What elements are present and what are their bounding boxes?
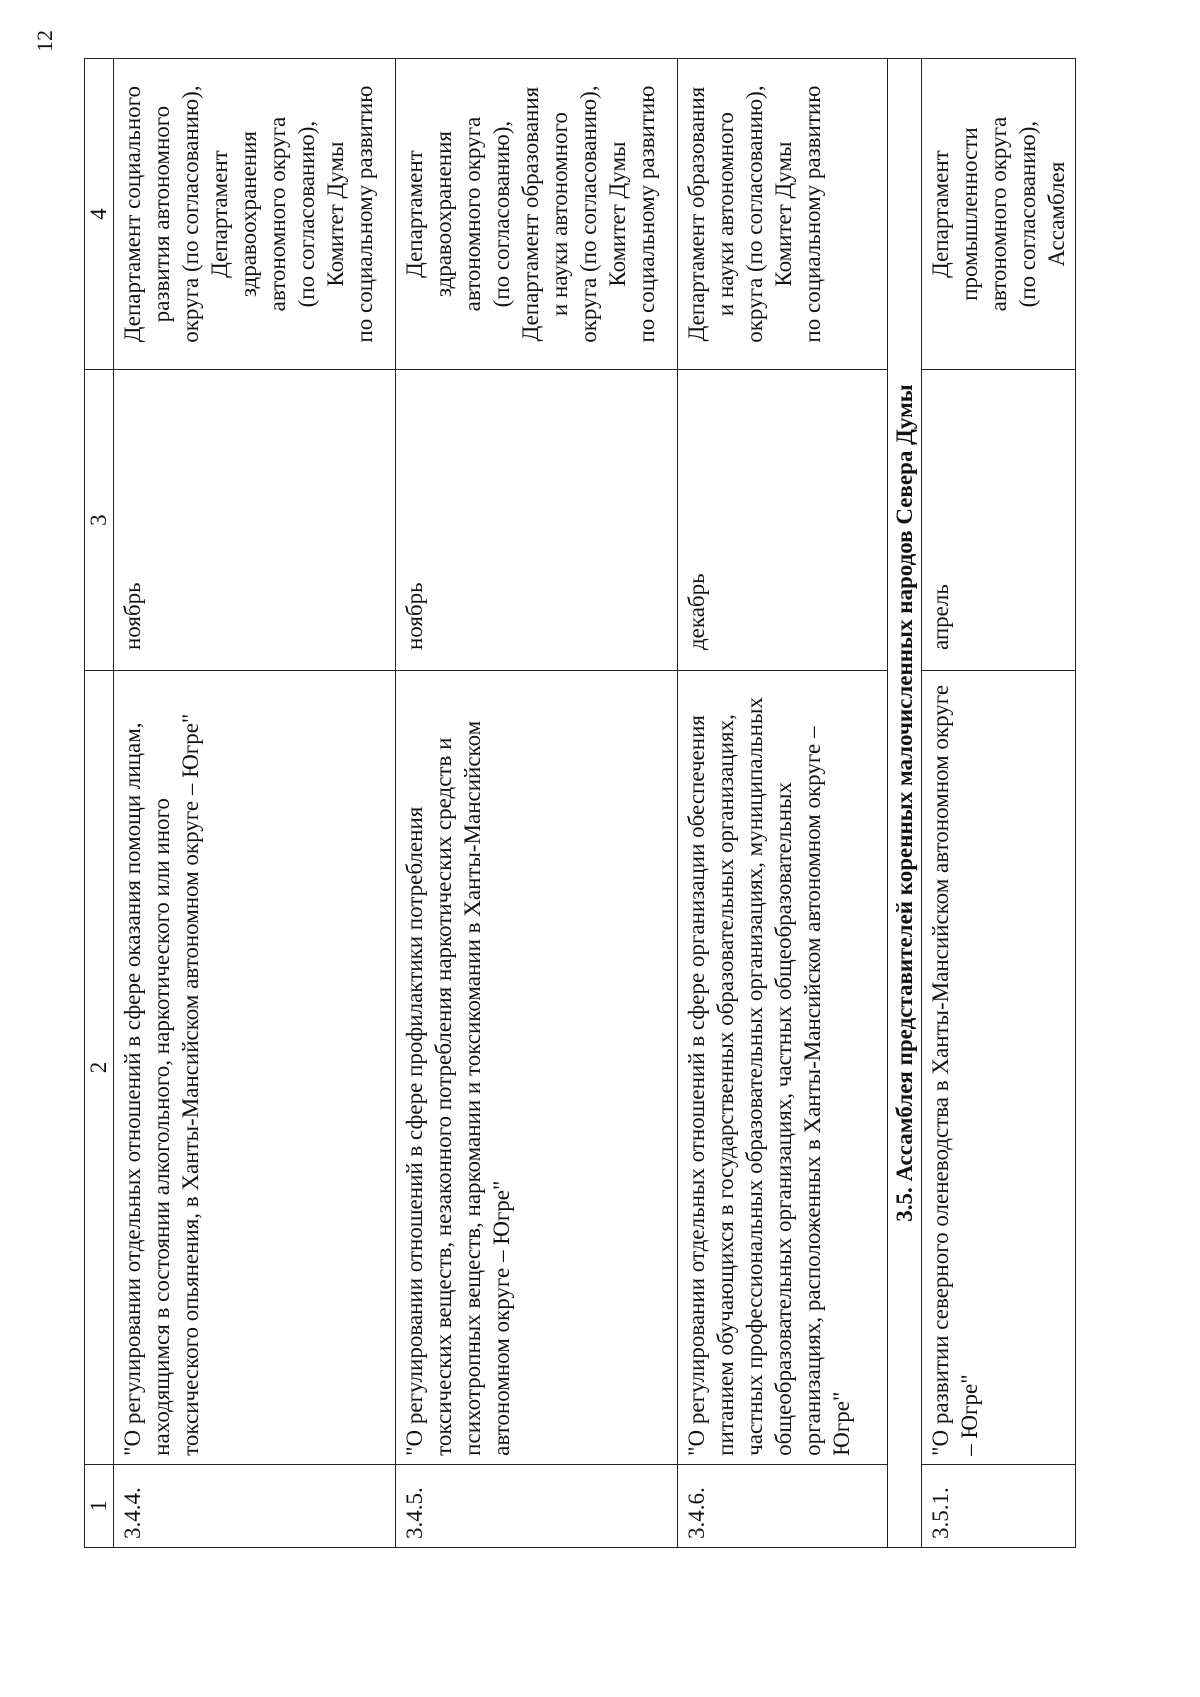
- executor-line: и науки автономного: [547, 112, 572, 317]
- executor-line: промышленности: [957, 127, 982, 301]
- executor-line: Департамент: [928, 150, 953, 278]
- plan-table: [84, 58, 1076, 1548]
- executor-line: и науки автономного: [713, 112, 738, 317]
- executor-line: Департамент: [207, 150, 232, 278]
- row-title: "О развитии северного оленеводства в Ханты-Мансийском автономном округе – Югре": [922, 671, 1076, 1465]
- header-col-2: 2: [85, 671, 114, 1465]
- row-title: "О регулировании отношений в сфере профилактики потребления токсических веществ, незаконного потребления наркотических средств и психотропных веществ, наркомании и токсикомании в Ханты-Мансийском автономном округе – Югре": [396, 671, 678, 1465]
- executor-line: Департамент образования: [518, 86, 543, 342]
- row-number: 3.4.4.: [114, 1464, 396, 1547]
- page-number: 12: [32, 30, 57, 52]
- executor-line: развития автономного: [149, 105, 174, 323]
- executor-line: по социальному развитию: [800, 85, 825, 343]
- executor-line: (по согласованию),: [489, 120, 514, 308]
- row-number: 3.4.5.: [396, 1464, 678, 1547]
- row-executors: [922, 59, 1076, 370]
- row-number: 3.4.6.: [678, 1464, 888, 1547]
- executor-line: округа (по согласованию),: [178, 85, 203, 343]
- document-page: [30, 30, 1150, 1630]
- executor-line: здравоохранения: [431, 131, 456, 298]
- executor-line: (по согласованию),: [294, 120, 319, 308]
- row-title: "О регулировании отдельных отношений в сфере оказания помощи лицам, находящимся в состоянии алкогольного, наркотического или иного токсического опьянения, в Ханты-Мансийском автономном округе – Югре": [114, 671, 396, 1465]
- section-header-row: [888, 59, 922, 1548]
- executor-line: Комитет Думы: [605, 141, 630, 287]
- executor-line: Комитет Думы: [323, 141, 348, 287]
- row-number: 3.5.1.: [922, 1464, 1076, 1547]
- executor-line: автономного округа: [265, 116, 290, 312]
- executor-line: здравоохранения: [236, 131, 261, 298]
- executor-line: округа (по согласованию),: [742, 85, 767, 343]
- executor-line: Комитет Думы: [771, 141, 796, 287]
- row-term: декабрь: [678, 370, 888, 671]
- executor-line: (по согласованию),: [1015, 120, 1040, 308]
- executor-line: Ассамблея: [1044, 161, 1069, 267]
- table-row: [922, 59, 1076, 1548]
- header-col-3: 3: [85, 370, 114, 671]
- executor-line: по социальному развитию: [634, 85, 659, 343]
- header-col-1: 1: [85, 1464, 114, 1547]
- header-col-4: 4: [85, 59, 114, 370]
- row-term: ноябрь: [396, 370, 678, 671]
- executor-line: автономного округа: [460, 116, 485, 312]
- row-executors: [114, 59, 396, 370]
- table-row: [396, 59, 678, 1548]
- section-title: 3.5. Ассамблея представителей коренных малочисленных народов Севера Думы: [888, 59, 922, 1548]
- table-header-row: [85, 59, 114, 1548]
- table-row: [678, 59, 888, 1548]
- row-executors: [396, 59, 678, 370]
- executor-line: Департамент: [402, 150, 427, 278]
- row-executors: [678, 59, 888, 370]
- executor-line: автономного округа: [986, 116, 1011, 312]
- executor-line: по социальному развитию: [352, 85, 377, 343]
- row-term: ноябрь: [114, 370, 396, 671]
- table-row: [114, 59, 396, 1548]
- executor-line: Департамент социального: [120, 86, 145, 343]
- executor-line: округа (по согласованию),: [576, 85, 601, 343]
- executor-line: Департамент образования: [684, 86, 709, 342]
- row-term: апрель: [922, 370, 1076, 671]
- row-title: "О регулировании отдельных отношений в сфере организации обеспечения питанием обучающихся в государственных образовательных организациях, частных профессиональных образовательных организациях, муниципальных общеобразовательных организациях, частных общеобразовательных организациях, расположенных в Ханты-Мансийском автономном округе – Югре": [678, 671, 888, 1465]
